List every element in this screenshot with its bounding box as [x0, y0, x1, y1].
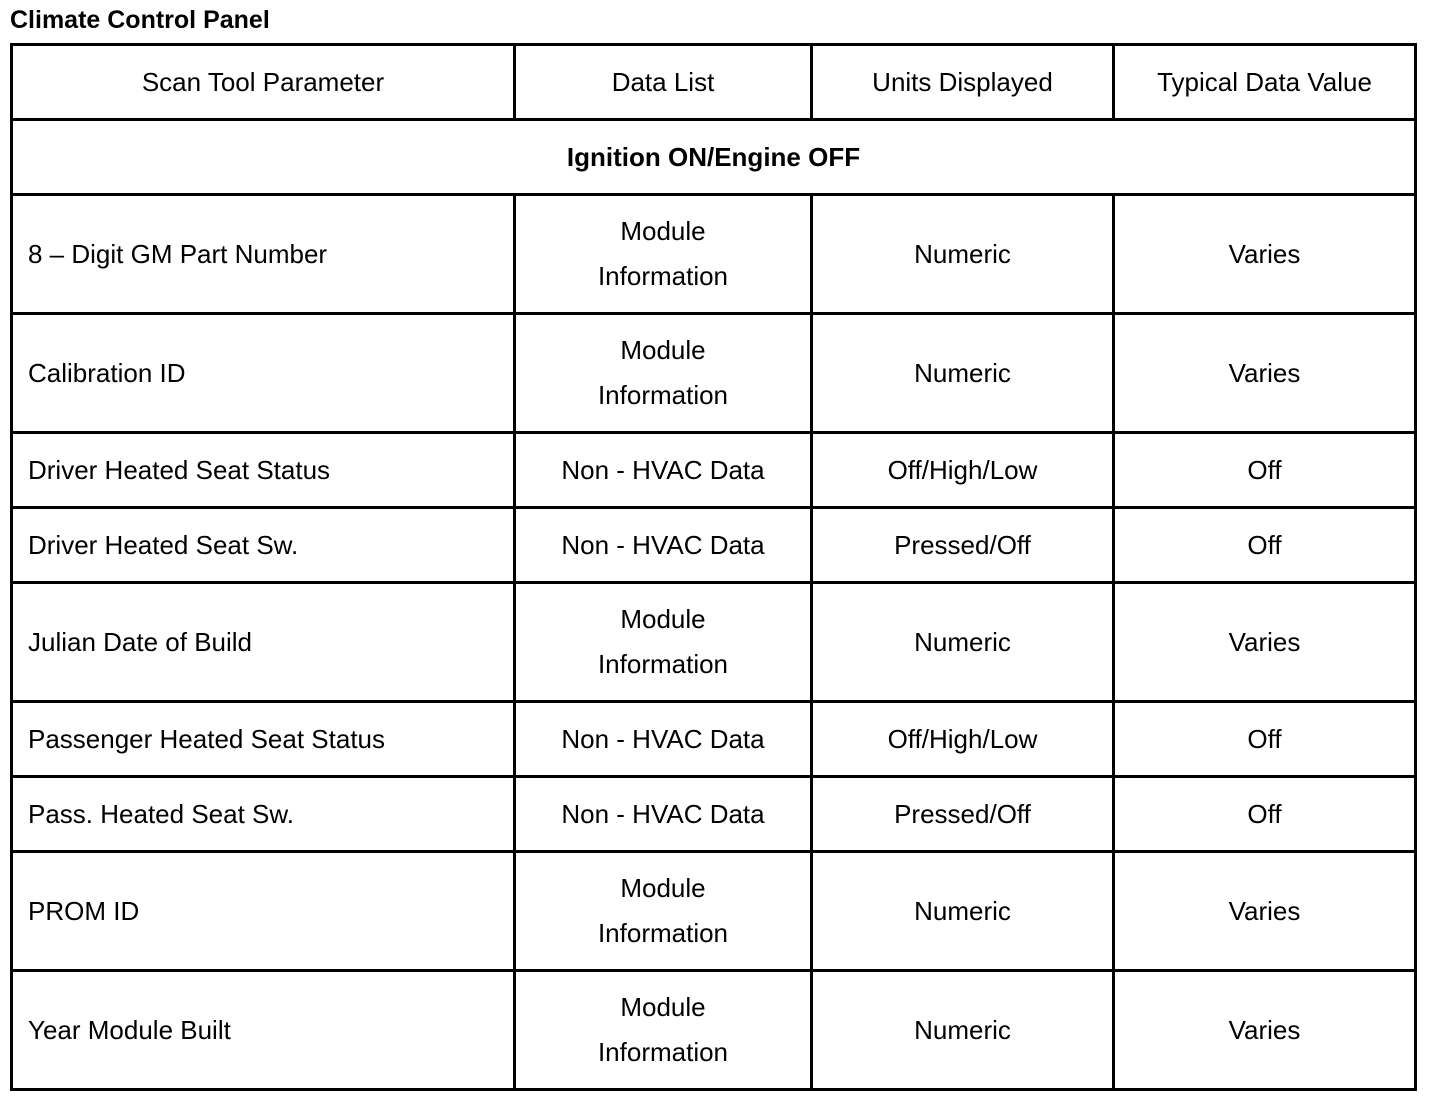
row-parameter: Year Module Built	[12, 971, 515, 1090]
row-typical-value: Off	[1114, 508, 1416, 583]
row-typical-value: Varies	[1114, 852, 1416, 971]
row-parameter: Pass. Heated Seat Sw.	[12, 777, 515, 852]
table-row	[12, 971, 1416, 1090]
row-units: Numeric	[812, 314, 1114, 433]
row-units: Pressed/Off	[812, 777, 1114, 852]
row-data-list-text: Non - HVAC Data	[561, 454, 765, 485]
row-data-list	[515, 702, 812, 777]
row-parameter: Driver Heated Seat Sw.	[12, 508, 515, 583]
table-header-row	[12, 45, 1416, 120]
row-data-list-text: Non - HVAC Data	[561, 529, 765, 560]
row-data-list-text: Module Information	[597, 992, 729, 1067]
row-typical-value: Varies	[1114, 314, 1416, 433]
row-units: Numeric	[812, 195, 1114, 314]
row-parameter: Passenger Heated Seat Status	[12, 702, 515, 777]
table-row	[12, 195, 1416, 314]
header-units-displayed: Units Displayed	[812, 45, 1114, 120]
row-parameter: Driver Heated Seat Status	[12, 433, 515, 508]
row-typical-value: Varies	[1114, 583, 1416, 702]
row-units: Off/High/Low	[812, 433, 1114, 508]
row-data-list-text: Non - HVAC Data	[561, 723, 765, 754]
header-data-list: Data List	[515, 45, 812, 120]
page-title: Climate Control Panel	[10, 6, 270, 34]
row-parameter: Julian Date of Build	[12, 583, 515, 702]
section-label: Ignition ON/Engine OFF	[12, 120, 1416, 195]
row-data-list-text: Non - HVAC Data	[561, 798, 765, 829]
row-typical-value: Off	[1114, 777, 1416, 852]
row-data-list	[515, 314, 812, 433]
header-typical-data-value: Typical Data Value	[1114, 45, 1416, 120]
row-typical-value: Off	[1114, 702, 1416, 777]
row-data-list	[515, 195, 812, 314]
row-data-list	[515, 852, 812, 971]
row-data-list	[515, 777, 812, 852]
section-row	[12, 120, 1416, 195]
parameter-table	[10, 43, 1417, 1091]
row-units: Pressed/Off	[812, 508, 1114, 583]
row-units: Off/High/Low	[812, 702, 1114, 777]
row-parameter: 8 – Digit GM Part Number	[12, 195, 515, 314]
table-row	[12, 852, 1416, 971]
table-row	[12, 433, 1416, 508]
row-units: Numeric	[812, 971, 1114, 1090]
row-typical-value: Varies	[1114, 971, 1416, 1090]
row-units: Numeric	[812, 852, 1114, 971]
row-data-list	[515, 508, 812, 583]
row-parameter: Calibration ID	[12, 314, 515, 433]
row-typical-value: Varies	[1114, 195, 1416, 314]
row-parameter: PROM ID	[12, 852, 515, 971]
row-data-list	[515, 583, 812, 702]
row-data-list-text: Module Information	[597, 216, 729, 291]
header-scan-tool-parameter: Scan Tool Parameter	[12, 45, 515, 120]
table-row	[12, 777, 1416, 852]
table-row	[12, 508, 1416, 583]
row-data-list-text: Module Information	[597, 873, 729, 948]
row-data-list	[515, 971, 812, 1090]
table-row	[12, 702, 1416, 777]
row-data-list-text: Module Information	[597, 604, 729, 679]
table-row	[12, 314, 1416, 433]
row-data-list-text: Module Information	[597, 335, 729, 410]
row-typical-value: Off	[1114, 433, 1416, 508]
row-units: Numeric	[812, 583, 1114, 702]
row-data-list	[515, 433, 812, 508]
table-row	[12, 583, 1416, 702]
